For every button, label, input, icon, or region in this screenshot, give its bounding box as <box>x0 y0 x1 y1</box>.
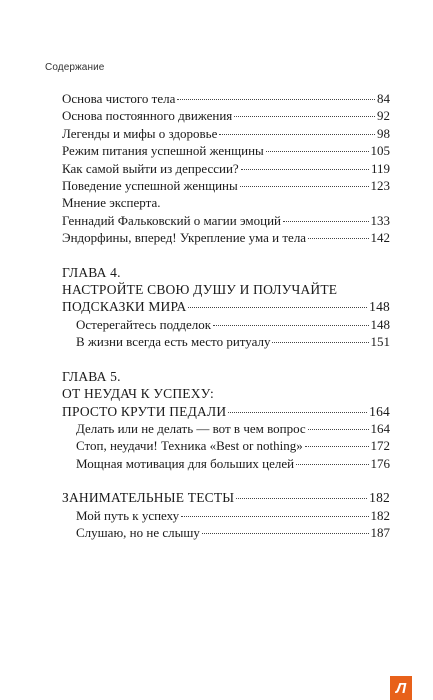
toc-section-page: 148 <box>370 316 390 332</box>
toc-entry-title: Эндорфины, вперед! Укрепление ума и тела <box>62 230 307 246</box>
dot-leader <box>283 221 368 222</box>
dot-leader <box>228 412 367 413</box>
table-of-contents <box>62 90 390 541</box>
toc-entry-title: Геннадий Фальковский о магии эмоций <box>62 212 282 228</box>
dot-leader <box>181 516 368 517</box>
chapter-4-entry[interactable] <box>62 298 390 315</box>
dot-leader <box>308 238 368 239</box>
dot-leader <box>236 498 367 499</box>
dot-leader <box>202 533 369 534</box>
toc-entry-title: Легенды и мифы о здоровье <box>62 125 218 141</box>
toc-section[interactable] <box>62 507 390 524</box>
chapter-5-page: 164 <box>369 403 390 419</box>
toc-section-page: 172 <box>370 438 390 454</box>
toc-entry-page: 98 <box>377 125 390 141</box>
tests-title: ЗАНИМАТЕЛЬНЫЕ ТЕСТЫ <box>62 490 235 506</box>
toc-section[interactable] <box>62 437 390 454</box>
toc-entry-page: 84 <box>377 91 390 106</box>
dot-leader <box>188 307 367 308</box>
toc-section-title: В жизни всегда есть место ритуалу <box>76 334 271 350</box>
dot-leader <box>234 116 375 117</box>
toc-entry[interactable] <box>62 160 390 177</box>
toc-entry-title: Режим питания успешной женщины <box>62 143 264 159</box>
dot-leader <box>305 446 369 447</box>
toc-entry[interactable] <box>62 90 390 107</box>
chapter-4-page: 148 <box>369 299 390 315</box>
toc-section[interactable] <box>62 333 390 350</box>
toc-entry-page: 119 <box>370 160 390 176</box>
dot-leader <box>266 151 369 152</box>
tests-page: 182 <box>369 490 390 506</box>
toc-section-page: 187 <box>370 524 390 540</box>
dot-leader <box>272 342 368 343</box>
toc-entry-title: Как самой выйти из депрессии? <box>62 160 239 176</box>
toc-section-page: 182 <box>370 507 390 523</box>
toc-section-page: 151 <box>370 334 390 350</box>
toc-entry-title: Основа постоянного движения <box>62 108 233 124</box>
dot-leader <box>219 134 375 135</box>
toc-entry-title: Поведение успешной женщины <box>62 178 238 194</box>
publisher-logo: Л <box>390 676 412 700</box>
toc-entry[interactable] <box>62 107 390 124</box>
toc-entry-page: 123 <box>370 178 390 194</box>
toc-section[interactable] <box>62 316 390 333</box>
toc-section[interactable] <box>62 524 390 541</box>
toc-entry[interactable] <box>62 212 390 229</box>
tests-entry[interactable] <box>62 489 390 506</box>
chapter-4-label: ГЛАВА 4. <box>62 264 121 280</box>
toc-section-page: 164 <box>370 420 390 436</box>
chapter-4-title-line-1[interactable]: НАСТРОЙТЕ СВОЮ ДУШУ И ПОЛУЧАЙТЕ <box>62 282 338 298</box>
toc-entry[interactable] <box>62 125 390 142</box>
running-head: Содержание <box>45 62 105 73</box>
toc-entry-page: 105 <box>370 143 390 159</box>
toc-entry[interactable] <box>62 142 390 159</box>
dot-leader <box>213 325 368 326</box>
toc-entry-page: 133 <box>370 212 390 228</box>
toc-section-title: Слушаю, но не слышу <box>76 524 200 540</box>
toc-entry-title-line[interactable]: Мнение эксперта. <box>62 195 161 211</box>
chapter-4-title-line-2: ПОДСКАЗКИ МИРА <box>62 299 187 315</box>
dot-leader <box>240 186 369 187</box>
chapter-5-entry[interactable] <box>62 403 390 420</box>
dot-leader <box>296 464 368 465</box>
toc-section-title: Делать или не делать — вот в чем вопрос <box>76 420 306 436</box>
toc-entry-page: 142 <box>370 230 390 246</box>
toc-entry[interactable] <box>62 177 390 194</box>
toc-entry[interactable] <box>62 229 390 246</box>
toc-section-title: Мой путь к успеху <box>76 507 180 523</box>
toc-section-title: Остерегайтесь подделок <box>76 316 212 332</box>
dot-leader <box>177 99 375 100</box>
toc-section-page: 176 <box>370 455 390 471</box>
toc-section-title: Стоп, неудачи! Техника «Best or nothing» <box>76 438 303 454</box>
dot-leader <box>241 169 369 170</box>
toc-section[interactable] <box>62 455 390 472</box>
chapter-5-title-line-1[interactable]: ОТ НЕУДАЧ К УСПЕХУ: <box>62 386 214 402</box>
toc-entry-title: Основа чистого тела <box>62 91 176 106</box>
toc-section-title: Мощная мотивация для больших целей <box>76 455 295 471</box>
dot-leader <box>308 429 369 430</box>
chapter-5-title-line-2: ПРОСТО КРУТИ ПЕДАЛИ <box>62 403 227 419</box>
toc-entry-page: 92 <box>377 108 390 124</box>
chapter-5-label: ГЛАВА 5. <box>62 368 121 384</box>
toc-section[interactable] <box>62 420 390 437</box>
